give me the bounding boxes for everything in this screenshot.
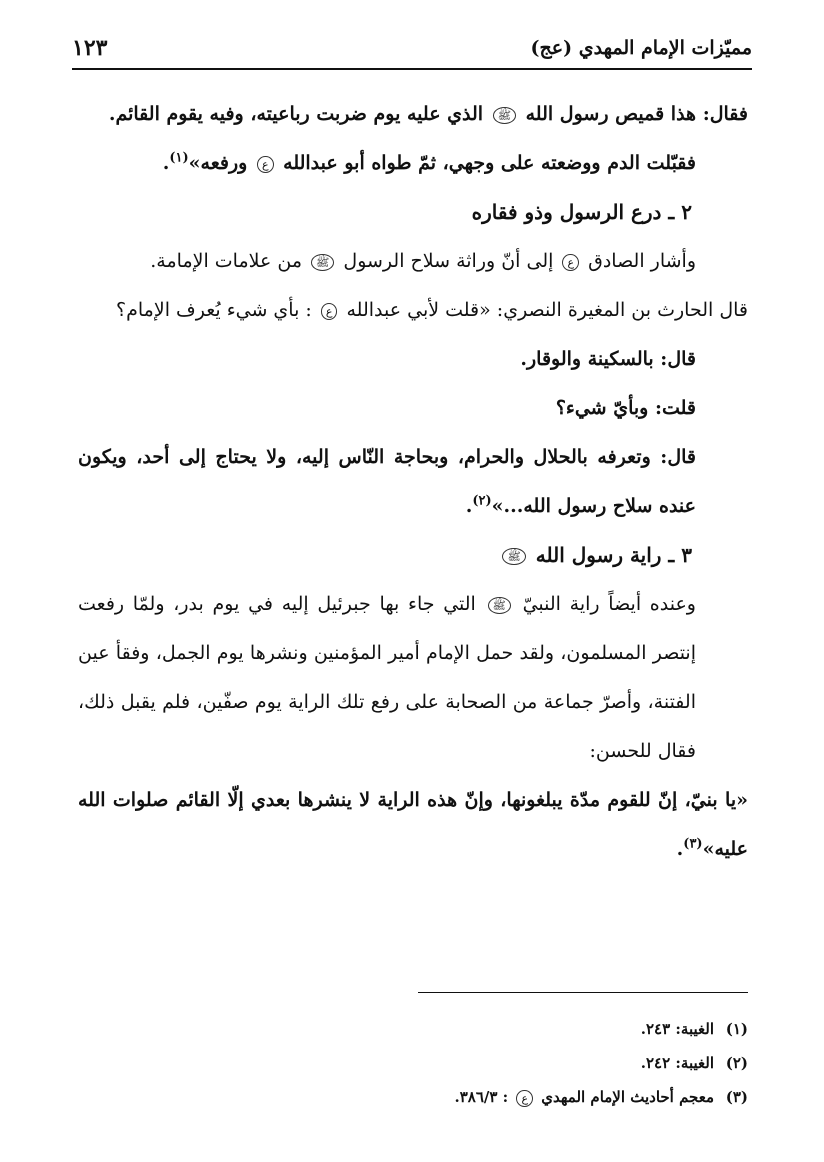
paragraph-8: وعنده أيضاً راية النبيّ ﷺ التي جاء بها جبرئيل إليه في يوم بدر، ولمّا رفعت إنتصر المسلمون، ولقد حمل الإمام أمير المؤمنين ونشرها يوم الجمل، وفقأ عين الفتنة، وأصرّ جماعة من الصحابة على رفع تلك الراية يوم صفّين، فلم يقبل ذلك، فقال للحسن: [78, 593, 696, 762]
footnote-2 [200, 1046, 748, 1080]
paragraph-9: «يا بنيّ، إنّ للقوم مدّة يبلغونها، وإنّ هذه الراية لا ينشرها بعدي إلّا القائم صلوات الله عليه»$^{(٣)}$. [78, 789, 748, 860]
prophet-honorific-icon: ﷺ [502, 548, 525, 565]
footnote-text: الغيبة: ٢٤٢. [640, 1054, 714, 1072]
paragraph-1: فقال: هذا قميص رسول الله ﷺ الذي عليه يوم ضربت رباعيته، وفيه يقوم القائم. [108, 103, 748, 125]
prophet-honorific-icon: ﷺ [488, 597, 511, 614]
prophet-honorific-icon: ﷺ [311, 254, 334, 271]
footnote-ref-1[interactable]: (١) [169, 150, 189, 166]
footnote-number: (١) [725, 1020, 748, 1038]
paragraph-4: قال الحارث بن المغيرة النصري: «قلت لأبي عبدالله ع : بأي شيء يُعرف الإمام؟ [116, 299, 748, 321]
paragraph-6: قلت: وبأيّ شيء؟ [555, 397, 696, 419]
section-heading-2: ٢ ـ درع الرسول وذو فقاره [471, 200, 692, 224]
footnote-divider [418, 992, 748, 993]
paragraph-2: فقبّلت الدم ووضعته على وجهي، ثمّ طواه أبو عبدالله ع ورفعه»$^{(١)}$. [162, 150, 696, 174]
imam-honorific-icon: ع [257, 156, 274, 173]
imam-honorific-icon: ع [321, 303, 338, 320]
section-heading-3: ٣ ـ راية رسول الله ﷺ [78, 531, 748, 580]
footnote-ref-2[interactable]: (٢) [472, 493, 492, 509]
running-title: مميّزات الإمام المهدي (عج) [530, 37, 752, 59]
main-text [78, 90, 748, 874]
footnote-ref-3[interactable]: (٣) [683, 836, 703, 852]
prophet-honorific-icon: ﷺ [493, 107, 516, 124]
header-divider [72, 68, 752, 70]
footnote-3 [200, 1080, 748, 1114]
footnote-number: (٣) [725, 1088, 748, 1106]
footnote-text: الغيبة: ٢٤٣. [640, 1020, 714, 1038]
footnote-1 [200, 1012, 748, 1046]
imam-honorific-icon: ع [562, 254, 579, 271]
paragraph-5: قال: بالسكينة والوقار. [520, 348, 696, 370]
paragraph-3: وأشار الصادق ع إلى أنّ وراثة سلاح الرسول ﷺ من علامات الإمامة. [150, 250, 696, 272]
page-number: ١٢٣ [72, 35, 108, 61]
footnote-number: (٢) [725, 1054, 748, 1072]
imam-honorific-icon: ع [516, 1090, 533, 1107]
running-header [72, 28, 752, 68]
paragraph-7: قال: وتعرفه بالحلال والحرام، وبحاجة النّاس إليه، ولا يحتاج إلى أحد، ويكون عنده سلاح رسول الله...»$^{(٢)}$. [78, 446, 696, 517]
footnotes [200, 1012, 748, 1114]
footnote-text: معجم أحاديث الإمام المهدي ع : ٣٨٦/٣. [454, 1088, 714, 1106]
